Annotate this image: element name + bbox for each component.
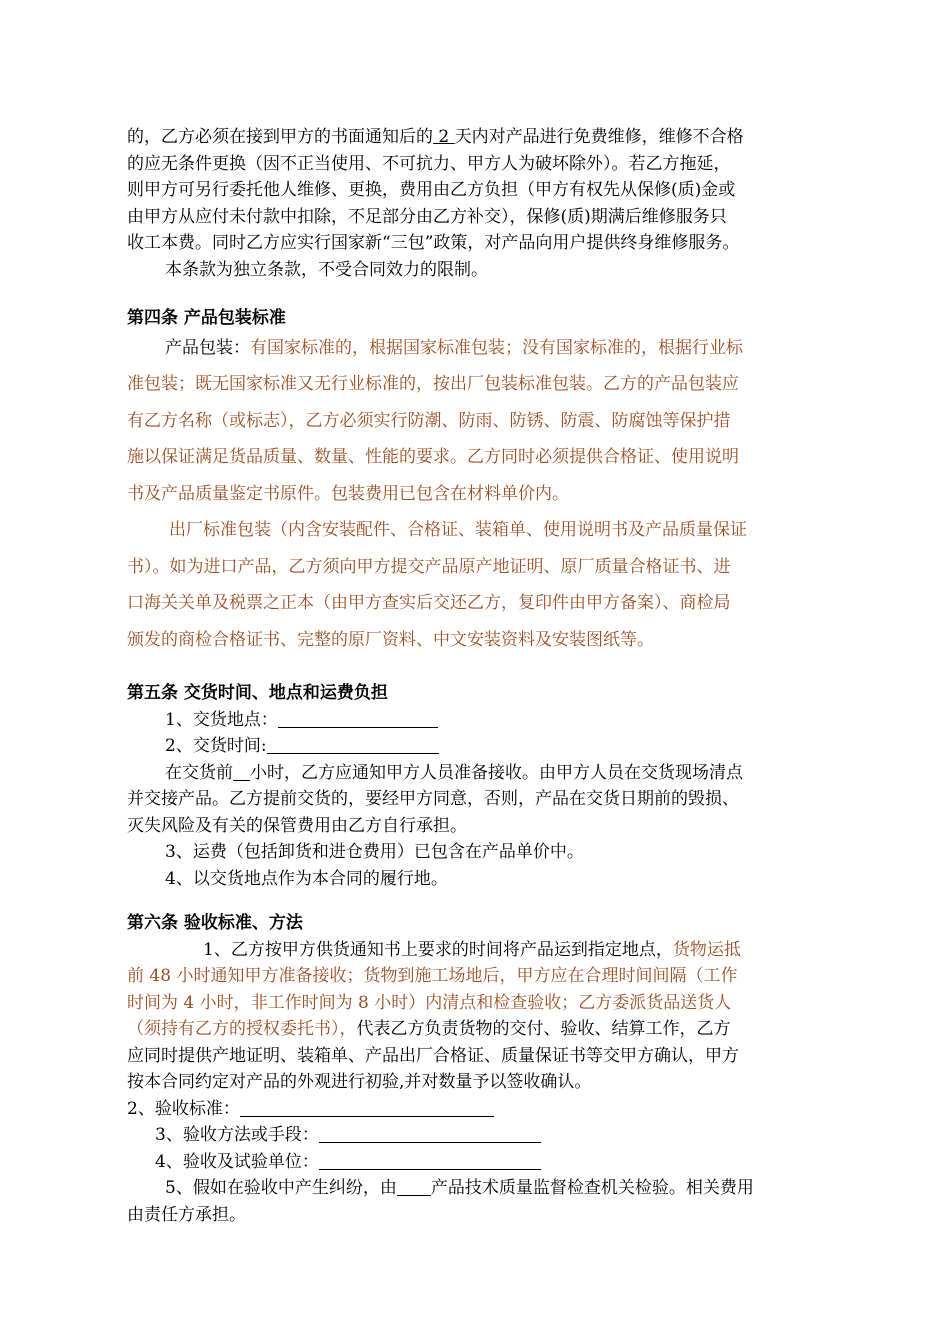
text-line: 口海关关单及税票之正本（由甲方查实后交还乙方，复印件由甲方备案）、商检局: [127, 593, 731, 613]
text-run: 2、验收标准：: [127, 1098, 240, 1119]
text-line: 准包装；既无国家标准又无行业标准的，按出厂包装标准包装。乙方的产品包装应: [127, 374, 739, 394]
text-line: 按本合同约定对产品的外观进行初验,并对数量予以签收确认。: [127, 1072, 592, 1092]
delivery-place-field[interactable]: [278, 709, 438, 728]
text-run: 1、乙方按甲方供货通知书上要求的时间将产品运到指定地点，: [203, 939, 673, 960]
text-line: 颁发的商检合格证书、完整的原厂资料、中文安装资料及安装图纸等。: [127, 629, 654, 650]
text-run: 1、交货地点：: [165, 709, 278, 730]
text-line: [127, 1016, 827, 1043]
text-line: 由责任方承担。: [127, 1204, 246, 1225]
text-run: 2、交货时间:: [165, 736, 267, 756]
text-run: 4、验收及试验单位：: [155, 1151, 319, 1172]
test-unit-field[interactable]: [319, 1151, 541, 1170]
text-line: 由甲方从应付未付款中扣除，不足部分由乙方补交），保修(质)期满后维修服务只: [127, 206, 727, 227]
acceptance-method-field[interactable]: [319, 1124, 541, 1143]
list-item: [127, 733, 827, 760]
text-line: [127, 124, 827, 151]
text-line: 本条款为独立条款，不受合同效力的限制。: [165, 259, 488, 280]
text-line: [127, 760, 827, 787]
text-line: 并交接产品。乙方提前交货的，要经甲方同意，否则，产品在交货日期前的毁损、: [127, 789, 739, 809]
text-run: 在交货前: [165, 762, 233, 783]
text-run: 的，乙方必须在接到甲方的书面通知后的: [127, 127, 433, 147]
article-5: [127, 680, 827, 892]
repair-days-value: 2: [438, 127, 450, 147]
text-line: [127, 330, 827, 367]
spacer: [127, 892, 827, 910]
text-run: 产品包装：: [165, 337, 250, 358]
acceptance-standard-field[interactable]: [240, 1098, 494, 1117]
text-run: 代表乙方负责货物的交付、验收、结算工作，乙方: [356, 1019, 731, 1039]
text-run: 小时，乙方应通知甲方人员准备接收。由甲方人员在交货现场清点: [250, 762, 743, 783]
list-item: [127, 1122, 827, 1149]
text-line: 书及产品质量鉴定书原件。包装费用已包含在材料单价内。: [127, 483, 569, 504]
article-6: [127, 910, 827, 1228]
text-line: 则甲方可另行委托他人维修、更换，费用由乙方负担（甲方有权先从保修(质)金或: [127, 180, 736, 200]
contract-page: [127, 124, 827, 1228]
text-run: 5、假如在验收中产生纠纷，由: [165, 1178, 397, 1198]
article-4: [127, 305, 827, 658]
text-line: 应同时提供产地证明、装箱单、产品出厂合格证、质量保证书等交甲方确认，甲方: [127, 1045, 739, 1066]
text-line: 的应无条件更换（因不正当使用、不可抗力、甲方人为破坏除外）。若乙方拖延，: [127, 153, 731, 174]
text-run: 有国家标准的，根据国家标准包装；没有国家标准的，根据行业标: [250, 337, 743, 358]
text-run: 货物运抵: [672, 939, 741, 960]
text-line: 灭失风险及有关的保管费用由乙方自行承担。: [127, 815, 467, 836]
list-item: 4、以交货地点作为本合同的履行地。: [165, 868, 448, 889]
text-line: 书）。如为进口产品，乙方须向甲方提交产品原产地证明、原厂质量合格证书、进: [127, 556, 731, 577]
text-line: 施以保证满足货品质量、数量、性能的要求。乙方同时必须提供合格证、使用说明: [127, 447, 739, 467]
text-run: （须持有乙方的授权委托书），: [127, 1019, 357, 1039]
text-line: 时间为 4 小时，非工作时间为 8 小时）内清点和检查验收；乙方委派货品送货人: [127, 992, 732, 1013]
warranty-section: [127, 124, 827, 283]
text-line: 收工本费。同时乙方应实行国家新“三包”政策，对产品向用户提供终身维修服务。: [127, 233, 740, 253]
inspection-agency-field[interactable]: [397, 1177, 431, 1196]
delivery-time-field[interactable]: [267, 735, 439, 754]
text-line: 出厂标准包装（内含安装配件、合格证、装箱单、使用说明书及产品质量保证: [169, 520, 747, 540]
article-heading: 第五条 交货时间、地点和运费负担: [127, 683, 388, 703]
text-line: [127, 937, 827, 964]
text-run: 3、验收方法或手段：: [155, 1125, 319, 1145]
text-line: 前 48 小时通知甲方准备接收；货物到施工场地后，甲方应在合理时间间隔（工作: [127, 966, 738, 986]
text-run: 天内对产品进行免费维修，维修不合格: [454, 127, 744, 147]
spacer: [127, 283, 827, 305]
list-item: [127, 1175, 827, 1202]
list-item: [127, 707, 827, 734]
article-heading: 第四条 产品包装标准: [127, 308, 286, 328]
list-item: 3、运费（包括卸货和进仓费用）已包含在产品单价中。: [165, 842, 584, 862]
list-item: [127, 1096, 827, 1123]
article-heading: 第六条 验收标准、方法: [127, 913, 303, 933]
text-line: 有乙方名称（或标志），乙方必须实行防潮、防雨、防锈、防震、防腐蚀等保护措: [127, 410, 731, 431]
list-item: [127, 1149, 827, 1176]
spacer: [127, 658, 827, 680]
text-run: 产品技术质量监督检查机关检验。相关费用: [430, 1178, 754, 1198]
notice-hours-field[interactable]: [233, 762, 250, 781]
